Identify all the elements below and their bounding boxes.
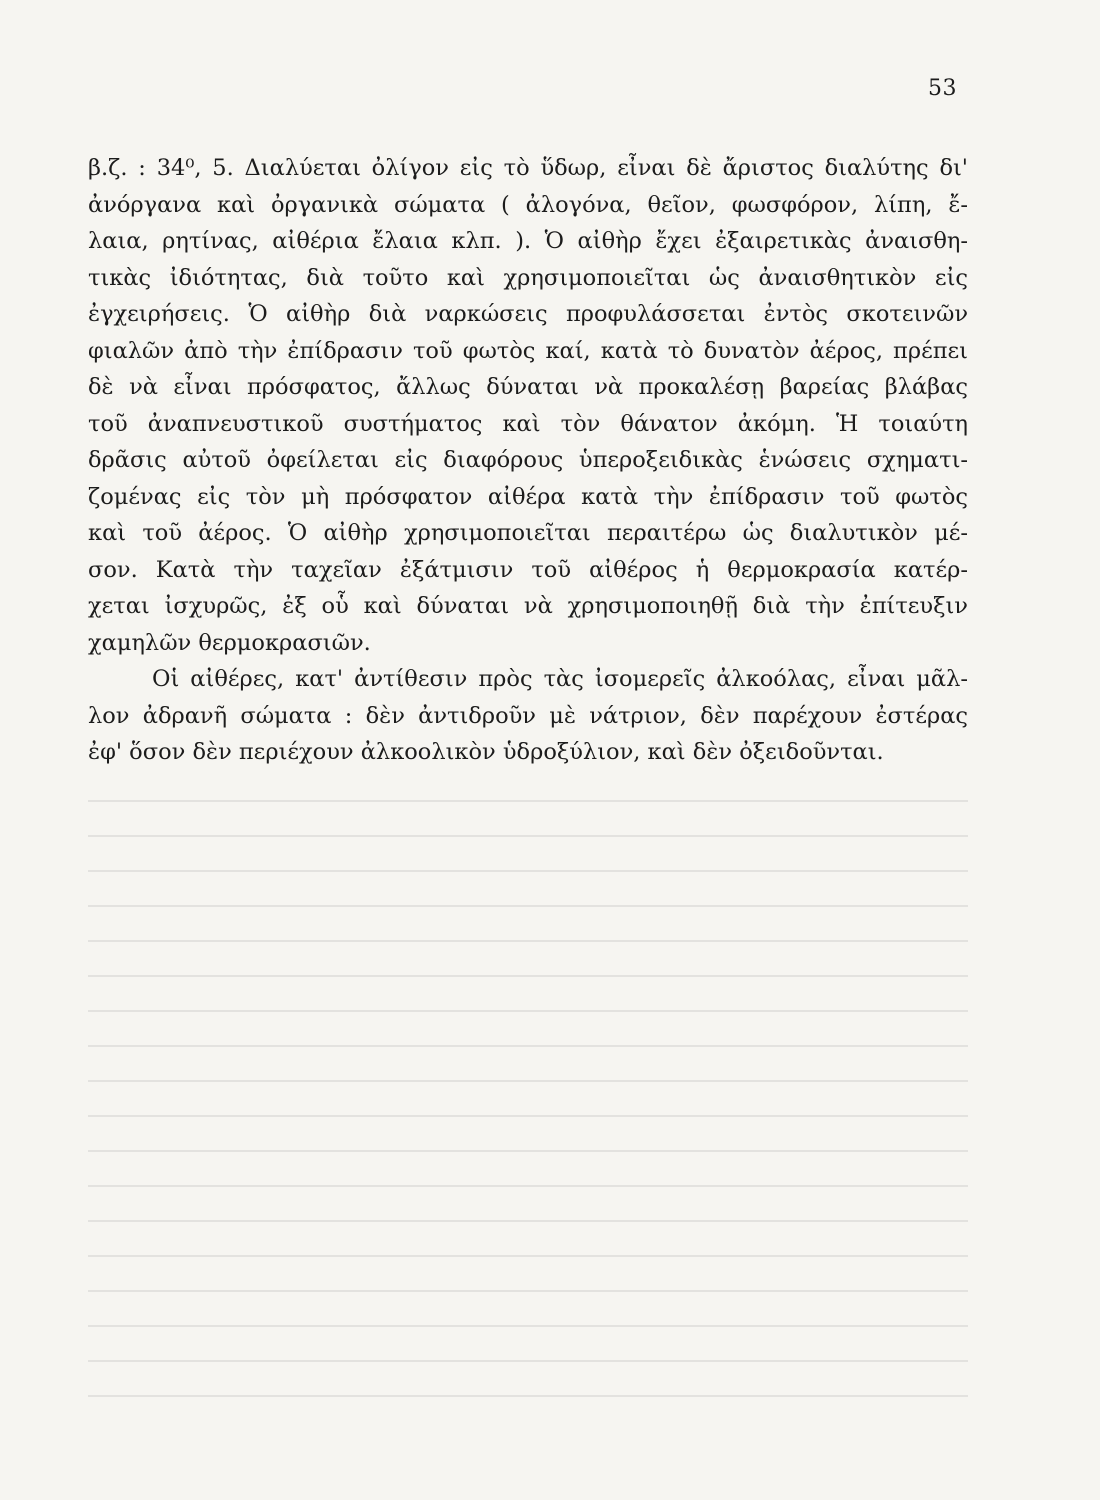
text-line: ἐγχειρήσεις. Ὁ αἰθὴρ διὰ ναρκώσεις προφυλάσσεται ἐντὸς σκοτεινῶν xyxy=(88,301,968,327)
text-line: β.ζ. : 34⁰, 5. Διαλύεται ὀλίγον εἰς τὸ ὕδωρ, εἶναι δὲ ἄριστος διαλύτης δι' xyxy=(88,155,968,181)
text-line: τοῦ ἀναπνευστικοῦ συστήματος καὶ τὸν θάνατον ἀκόμη. Ἡ τοιαύτη xyxy=(88,410,968,437)
text-line: τικὰς ἰδιότητας, διὰ τοῦτο καὶ χρησιμοποιεῖται ὡς ἀναισθητικὸν εἰς xyxy=(88,264,968,291)
text-line: ἐφ' ὅσον δὲν περιέχουν ἀλκοολικὸν ὑδροξύλιον, καὶ δὲν ὀξειδοῦνται. xyxy=(88,739,884,765)
text-line: λαια, ρητίνας, αἰθέρια ἔλαια κλπ. ). Ὁ αἰθὴρ ἔχει ἐξαιρετικὰς ἀναισθη- xyxy=(88,228,968,254)
text-line: χαμηλῶν θερμοκρασιῶν. xyxy=(88,629,371,656)
body-text xyxy=(88,150,968,771)
text-line: φιαλῶν ἀπὸ τὴν ἐπίδρασιν τοῦ φωτὸς καί, κατὰ τὸ δυνατὸν ἀέρος, πρέπει xyxy=(88,337,968,364)
paragraph-start-line: Οἱ αἰθέρες, κατ' ἀντίθεσιν πρὸς τὰς ἰσομερεῖς ἀλκοόλας, εἶναι μᾶλ- xyxy=(152,666,968,692)
text-line: δρᾶσις αὐτοῦ ὀφείλεται εἰς διαφόρους ὑπεροξειδικὰς ἑνώσεις σχηματι- xyxy=(88,447,968,473)
text-line: ἀνόργανα καὶ ὀργανικὰ σώματα ( ἀλογόνα, θεῖον, φωσφόρον, λίπη, ἔ- xyxy=(88,191,968,218)
text-line: δὲ νὰ εἶναι πρόσφατος, ἄλλως δύναται νὰ προκαλέσῃ βαρείας βλάβας xyxy=(88,374,968,400)
text-line: ζομένας εἰς τὸν μὴ πρόσφατον αἰθέρα κατὰ τὴν ἐπίδρασιν τοῦ φωτὸς xyxy=(88,483,968,510)
page-number: 53 xyxy=(928,76,957,101)
text-line: καὶ τοῦ ἀέρος. Ὁ αἰθὴρ χρησιμοποιεῖται περαιτέρω ὡς διαλυτικὸν μέ- xyxy=(88,520,968,546)
text-line: χεται ἰσχυρῶς, ἐξ οὗ καὶ δύναται νὰ χρησιμοποιηθῇ διὰ τὴν ἐπίτευξιν xyxy=(88,593,968,619)
text-line: λον ἀδρανῆ σώματα : δὲν ἀντιδροῦν μὲ νάτριον, δὲν παρέχουν ἐστέρας xyxy=(88,702,968,729)
show-through-text xyxy=(88,800,968,1480)
text-line: σον. Κατὰ τὴν ταχεῖαν ἐξάτμισιν τοῦ αἰθέρος ἡ θερμοκρασία κατέρ- xyxy=(88,556,968,583)
